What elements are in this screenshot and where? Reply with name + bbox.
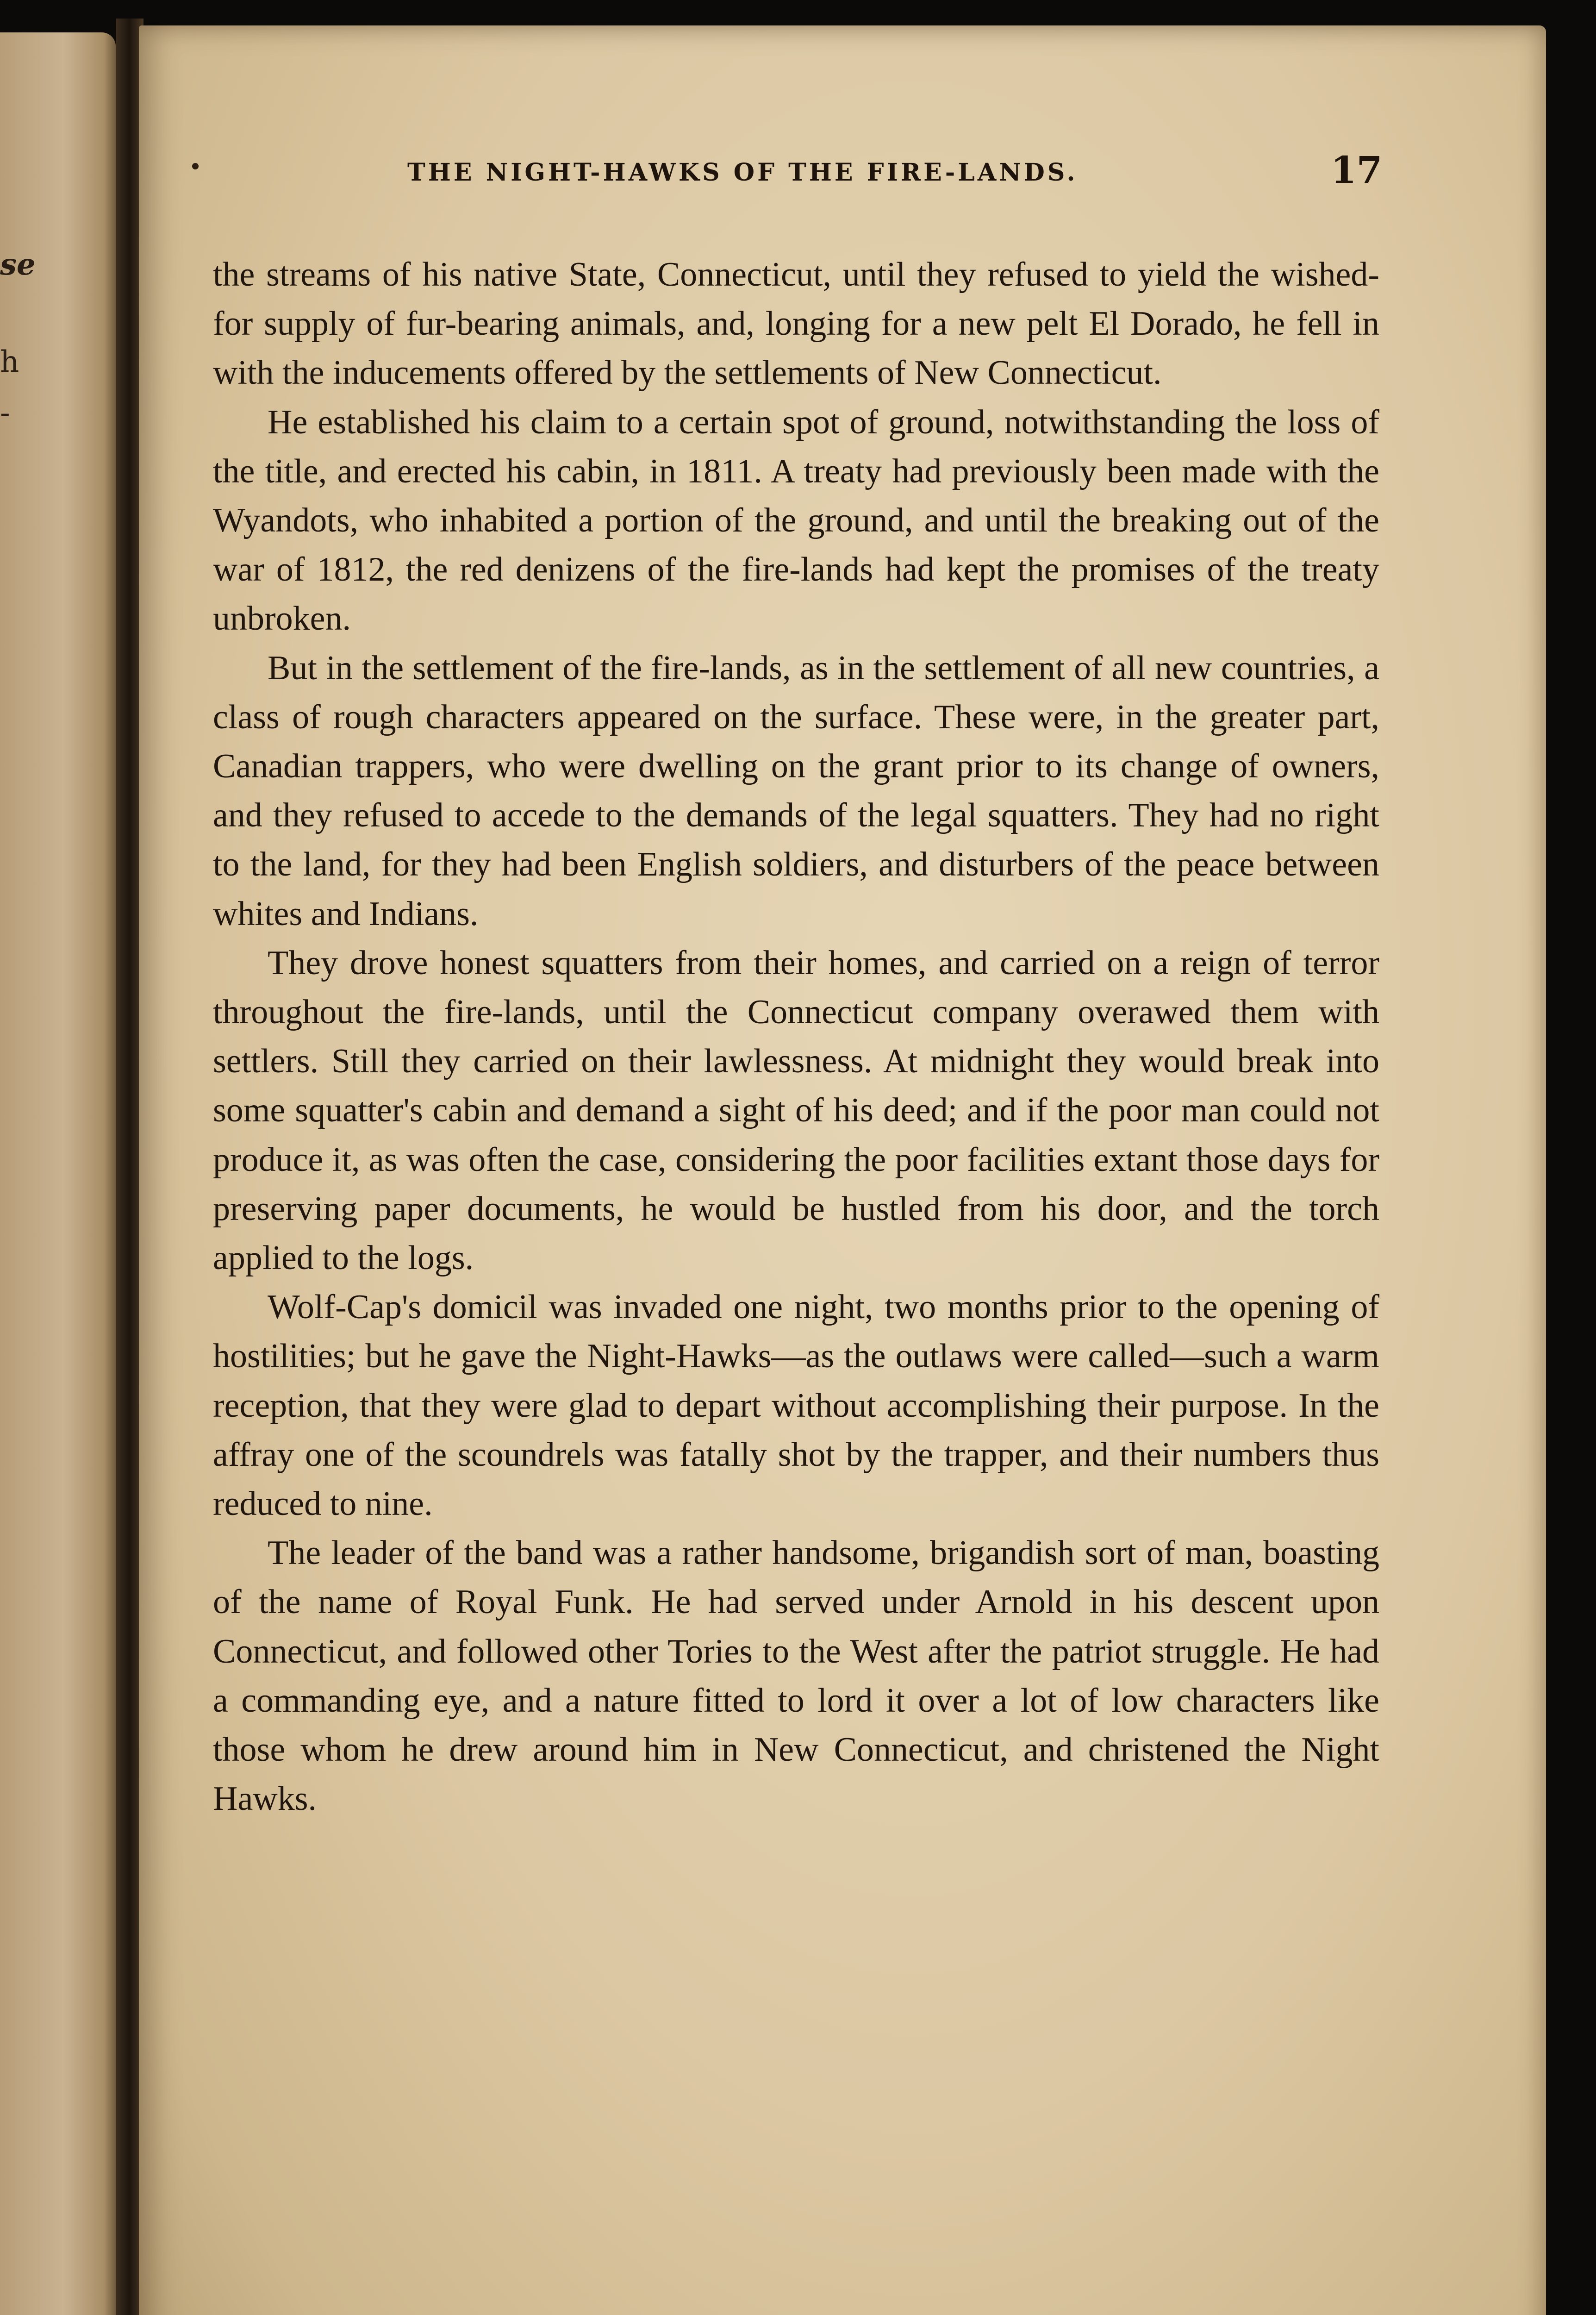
facing-page-fragment: se bbox=[0, 247, 36, 282]
running-head-title: THE NIGHT-HAWKS OF THE FIRE-LANDS. bbox=[407, 158, 1078, 187]
paragraph: the streams of his native State, Connecticut, until they refused to yield the wished-for supply of fur-bearing animals, and, longing for a new pelt El Dorado, he fell in with the inducements offered by the settlements of New Connecticut. bbox=[213, 256, 1379, 392]
body-text bbox=[213, 250, 1379, 1824]
paragraph: Wolf-Cap's domicil was invaded one night, two months prior to the opening of hostilities; but he gave the Night-Hawks—as the outlaws were called—such a warm reception, that they were glad to depart without accomplishing their purpose. In the affray one of the scoundrels was fatally shot by the trapper, and their numbers thus reduced to nine. bbox=[213, 1288, 1379, 1523]
paragraph: They drove honest squatters from their homes, and carried on a reign of terror throughout the fire-lands, until the Connecticut company overawed them with settlers. Still they carried on their lawlessness. At midnight they would break into some squatter's cabin and demand a sight of his deed; and if the poor man could not produce it, as was often the case, considering the poor facilities extant those days for preserving paper documents, he would be hustled from his door, and the torch applied to the logs. bbox=[213, 944, 1379, 1277]
facing-page-edge bbox=[0, 32, 116, 2315]
paragraph: He established his claim to a certain spot of ground, notwithstanding the loss of the title, and erected his cabin, in 1811. A treaty had previously been made with the Wyandots, who inhabited a portion of the ground, and until the breaking out of the war of 1812, the red denizens of the fire-lands had kept the promises of the treaty unbroken. bbox=[213, 403, 1379, 638]
book-page bbox=[139, 25, 1546, 2315]
paragraph: But in the settlement of the fire-lands, as in the settlement of all new countries, a class of rough characters appeared on the surface. These were, in the greater part, Canadian trappers, who were dwelling on the grant prior to its change of owners, and they refused to accede to the demands of the legal squatters. They had no right to the land, for they had been English soldiers, and disturbers of the peace between whites and Indians. bbox=[213, 649, 1379, 933]
paragraph: The leader of the band was a rather handsome, brigandish sort of man, boasting of the name of Royal Funk. He had served under Arnold in his descent upon Connecticut, and followed other Tories to the West after the patriot struggle. He had a commanding eye, and a nature fitted to lord it over a lot of low characters like those whom he drew around him in New Connecticut, and christened the Night Hawks. bbox=[213, 1534, 1379, 1818]
facing-page-fragment: - bbox=[0, 396, 10, 430]
running-head bbox=[139, 148, 1546, 199]
header-ornament-icon bbox=[192, 163, 199, 169]
page-number: 17 bbox=[1331, 148, 1383, 192]
facing-page-fragment: h bbox=[0, 345, 19, 379]
